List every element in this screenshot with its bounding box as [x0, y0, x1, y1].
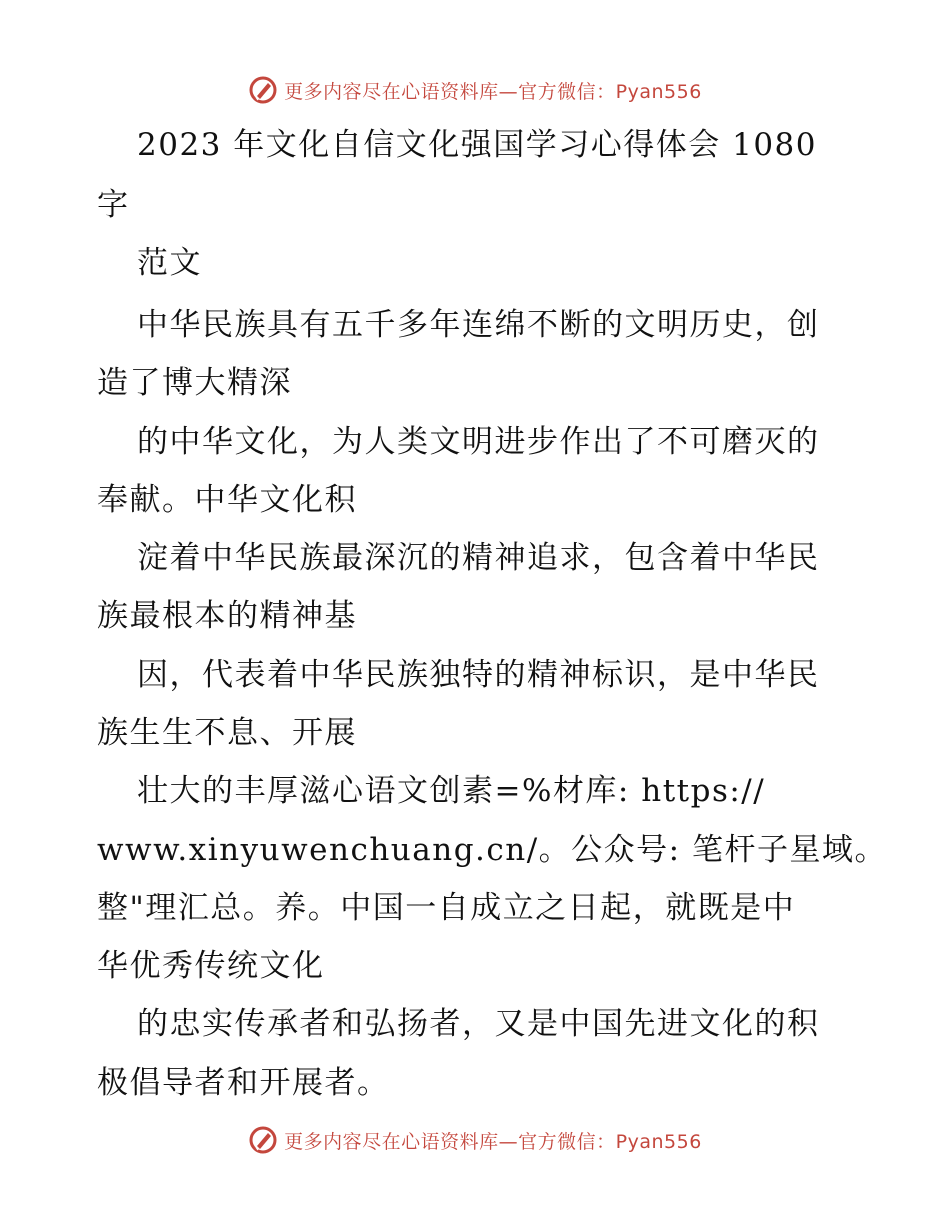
paragraph-line: 极倡导者和开展者。 [97, 1065, 390, 1101]
paragraph-line: 整"理汇总。养。中国一自成立之日起，就既是中 [97, 890, 796, 926]
paragraph-line: 因，代表着中华民族独特的精神标识，是中华民 [137, 657, 820, 693]
paragraph-line: 奉献。中华文化积 [97, 482, 357, 518]
paragraph-line: 族生生不息、开展 [97, 715, 357, 751]
pen-circle-logo-icon [248, 1125, 278, 1155]
paragraph-line: 淀着中华民族最深沉的精神追求，包含着中华民 [137, 540, 820, 576]
title-line-1: 2023 年文化自信文化强国学习心得体会 1080 [137, 127, 817, 163]
paragraph-line: 壮大的丰厚滋心语文创素=%材库: https:// [137, 773, 766, 809]
footer-banner [0, 1120, 950, 1160]
footer-banner-text: 更多内容尽在心语资料库—官方微信：Pyan556 [284, 1130, 702, 1153]
paragraph-line: 华优秀传统文化 [97, 948, 325, 984]
paragraph-line: 的中华文化，为人类文明进步作出了不可磨灭的 [137, 424, 820, 460]
paragraph-line: 的忠实传承者和弘扬者，又是中国先进文化的积 [137, 1006, 820, 1042]
subtitle-line: 范文 [137, 245, 202, 281]
header-banner-text: 更多内容尽在心语资料库—官方微信：Pyan556 [284, 80, 702, 103]
paragraph-line: 造了博大精深 [97, 365, 292, 401]
pen-circle-logo-icon [248, 75, 278, 105]
paragraph-line: 中华民族具有五千多年连绵不断的文明历史，创 [137, 307, 820, 343]
header-banner [0, 70, 950, 110]
paragraph-line: 族最根本的精神基 [97, 598, 357, 634]
paragraph-line: www.xinyuwenchuang.cn/。公众号: 笔杆子星域。 [97, 832, 887, 868]
title-line-2: 字 [97, 187, 130, 223]
